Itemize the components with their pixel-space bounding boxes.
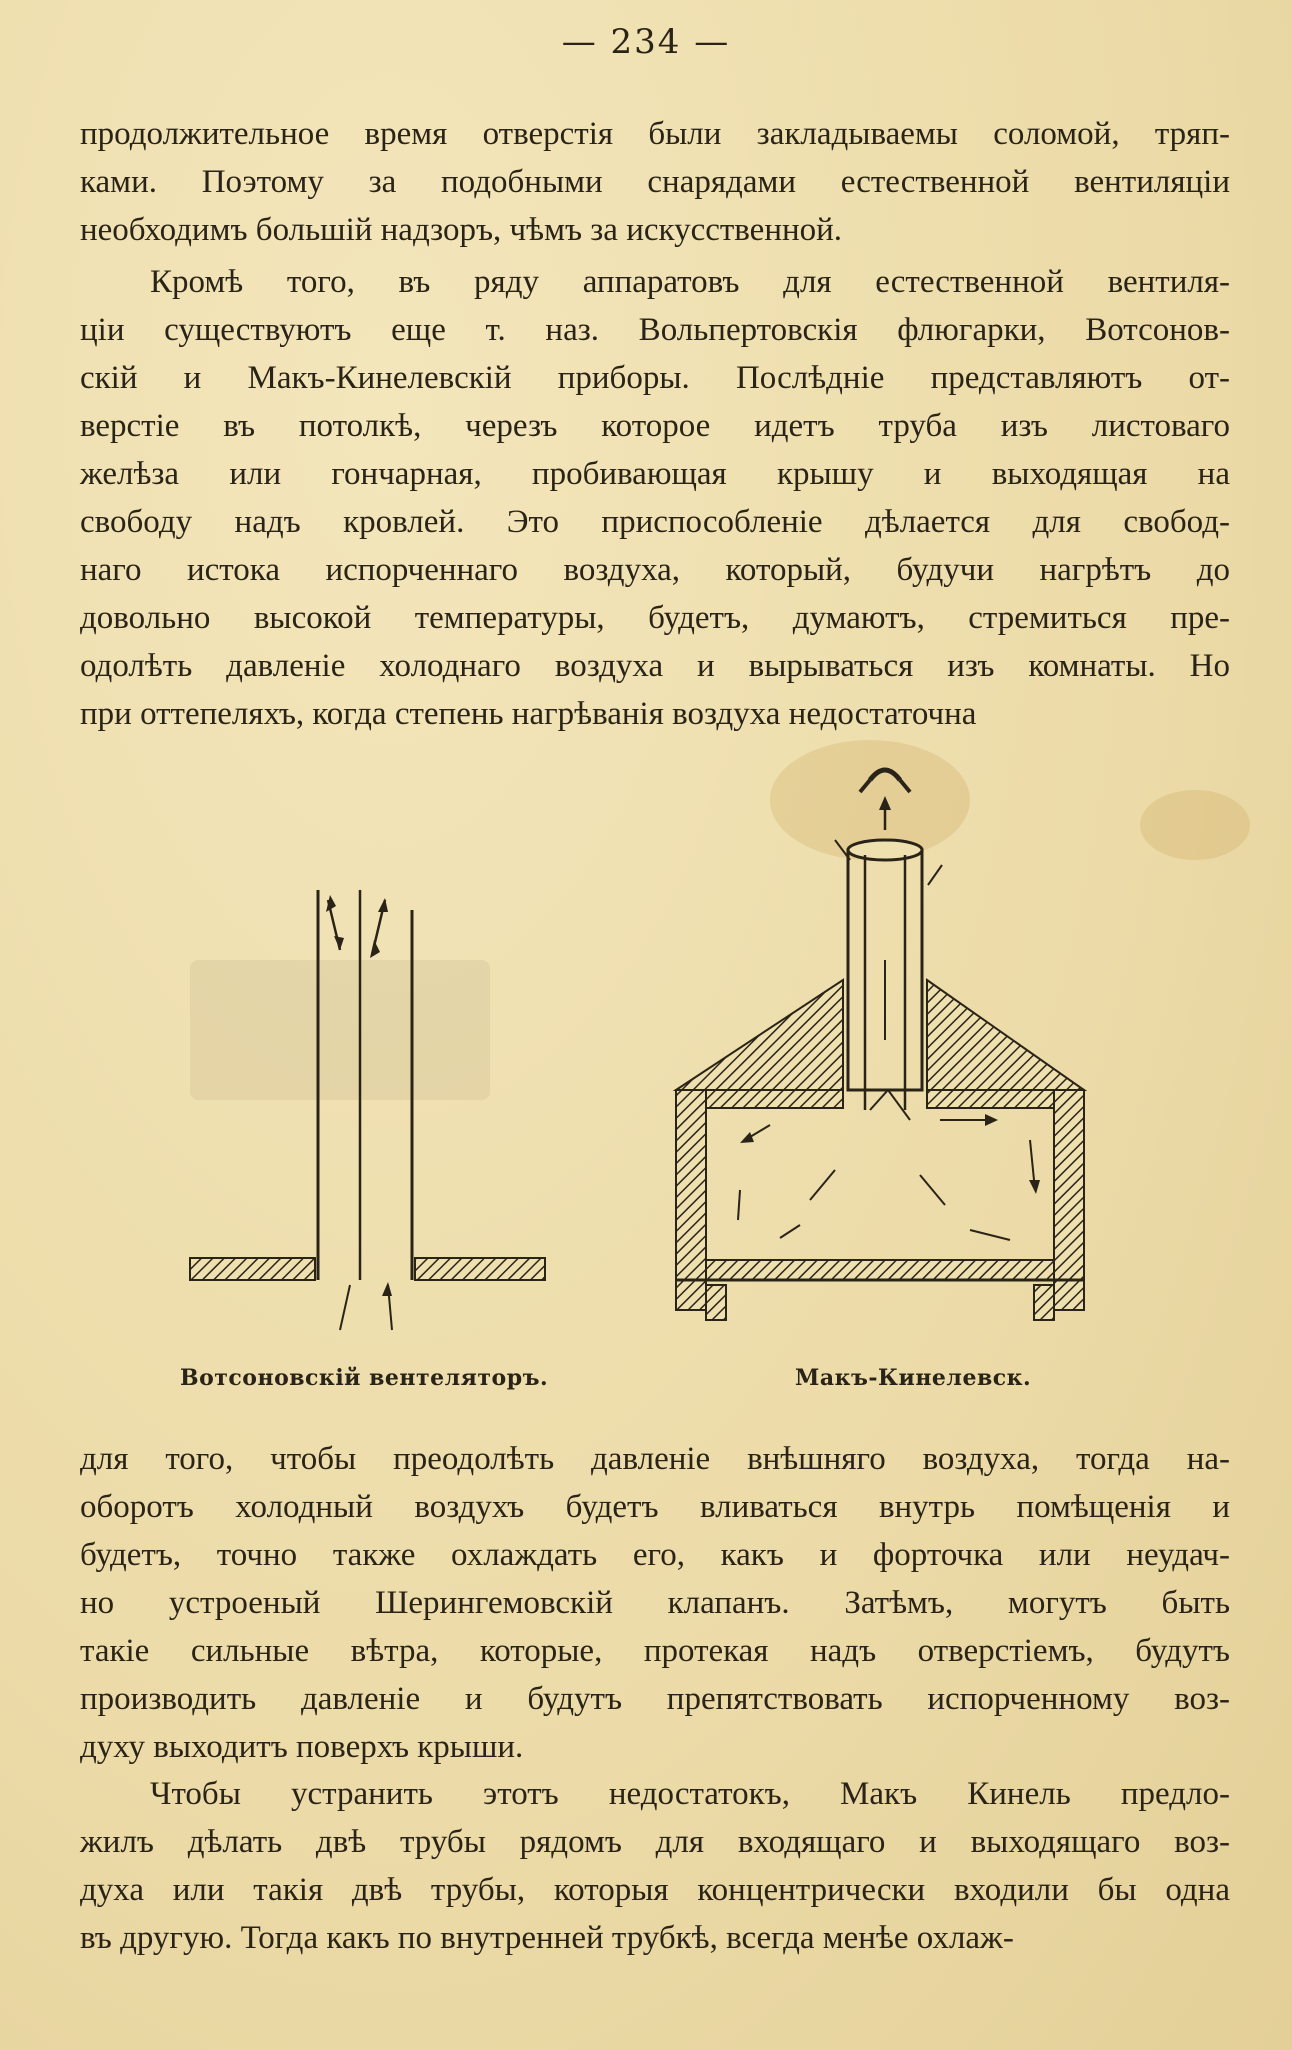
text-line: ціи существуютъ еще т. наз. Вольпертовскія флюгарки, Вотсонов- — [80, 312, 1230, 348]
text-line: но устроеный Шерингемовскій клапанъ. Затѣмъ, могутъ быть — [80, 1585, 1230, 1621]
text-line: такіе сильные вѣтра, которые, протекая надъ отверстіемъ, будутъ — [80, 1633, 1230, 1669]
text-line: верстіе въ потолкѣ, черезъ которое идетъ труба изъ листоваго — [80, 408, 1230, 444]
paragraph-1 — [80, 110, 1230, 254]
text-line: довольно высокой температуры, будетъ, думаютъ, стремиться пре- — [80, 600, 1230, 636]
text-line: одолѣть давленіе холоднаго воздуха и вырываться изъ комнаты. Но — [80, 648, 1230, 684]
watson-ventilator-figure — [180, 860, 560, 1340]
text-line: будетъ, точно также охлаждать его, какъ и форточка или неудач- — [80, 1537, 1230, 1573]
text-line: въ другую. Тогда какъ по внутренней трубкѣ, всегда менѣе охлаж- — [80, 1920, 1014, 1956]
left-figure-caption: Вотсоновскій вентеляторъ. — [180, 1365, 549, 1391]
text-line: Чтобы устранить этотъ недостатокъ, Макъ Кинель предло- — [150, 1776, 1230, 1812]
text-line: оборотъ холодный воздухъ будетъ вливаться внутрь помѣщенія и — [80, 1489, 1230, 1525]
text-line: производить давленіе и будутъ препятствовать испорченному воз- — [80, 1681, 1230, 1717]
paper-stain — [1140, 790, 1250, 860]
text-line: духу выходитъ поверхъ крыши. — [80, 1729, 524, 1765]
text-line: жилъ дѣлать двѣ трубы рядомъ для входящаго и выходящаго воз- — [80, 1824, 1230, 1860]
paragraph-4 — [80, 1770, 1230, 1962]
text-line: желѣза или гончарная, пробивающая крышу и выходящая на — [80, 456, 1230, 492]
text-line: свободу надъ кровлей. Это приспособленіе дѣлается для свобод- — [80, 504, 1230, 540]
page-number: — 234 — — [561, 22, 731, 62]
right-figure-caption: Макъ-Кинелевск. — [795, 1365, 1032, 1391]
text-line: для того, чтобы преодолѣть давленіе внѣшняго воздуха, тогда на- — [80, 1441, 1230, 1477]
text-line: продолжительное время отверстія были закладываемы соломой, тряп- — [80, 116, 1230, 152]
text-line: Кромѣ того, въ ряду аппаратовъ для естественной вентиля- — [150, 264, 1230, 300]
text-line: наго истока испорченнаго воздуха, который, будучи нагрѣтъ до — [80, 552, 1230, 588]
paragraph-3 — [80, 1435, 1230, 1771]
text-line: при оттепеляхъ, когда степень нагрѣванія воздуха недостаточна — [80, 696, 977, 732]
text-line: необходимъ большій надзоръ, чѣмъ за искусственной. — [80, 212, 843, 248]
paragraph-2 — [80, 258, 1230, 738]
mckinnell-ventilator-figure — [660, 760, 1100, 1340]
text-line: духа или такія двѣ трубы, которыя концентрически входили бы одна — [80, 1872, 1230, 1908]
text-line: скій и Макъ-Кинелевскій приборы. Послѣдніе представляютъ от- — [80, 360, 1230, 396]
text-line: ками. Поэтому за подобными снарядами естественной вентиляціи — [80, 164, 1230, 200]
